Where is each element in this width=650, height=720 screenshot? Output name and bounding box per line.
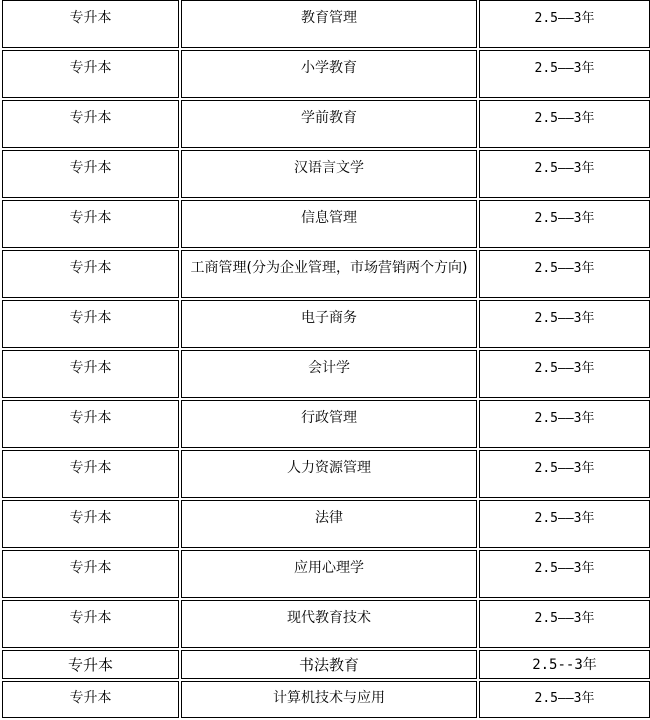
table-row (2, 0, 650, 48)
major-cell: 工商管理(分为企业管理，市场营销两个方向) (181, 250, 477, 298)
duration-cell: 2.5——3年 (479, 450, 650, 498)
duration-cell: 2.5——3年 (479, 681, 650, 718)
table-row (2, 250, 650, 298)
major-cell: 小学教育 (181, 50, 477, 98)
major-cell: 应用心理学 (181, 550, 477, 598)
level-cell: 专升本 (2, 100, 179, 148)
level-cell: 专升本 (2, 300, 179, 348)
level-cell: 专升本 (2, 500, 179, 548)
major-cell: 人力资源管理 (181, 450, 477, 498)
table-row (2, 550, 650, 598)
table-row (2, 600, 650, 648)
major-cell: 信息管理 (181, 200, 477, 248)
table-row (2, 200, 650, 248)
level-cell: 专升本 (2, 0, 179, 48)
major-cell: 教育管理 (181, 0, 477, 48)
level-cell: 专升本 (2, 200, 179, 248)
duration-cell: 2.5——3年 (479, 300, 650, 348)
major-cell: 计算机技术与应用 (181, 681, 477, 718)
duration-cell: 2.5——3年 (479, 50, 650, 98)
table-row (2, 100, 650, 148)
table-row (2, 150, 650, 198)
level-cell: 专升本 (2, 400, 179, 448)
level-cell: 专升本 (2, 550, 179, 598)
major-cell: 电子商务 (181, 300, 477, 348)
table-row (2, 500, 650, 548)
table-row (2, 50, 650, 98)
level-cell: 专升本 (2, 250, 179, 298)
level-cell: 专升本 (2, 681, 179, 718)
duration-cell: 2.5——3年 (479, 600, 650, 648)
level-cell: 专升本 (2, 600, 179, 648)
duration-cell: 2.5——3年 (479, 400, 650, 448)
duration-cell: 2.5——3年 (479, 200, 650, 248)
duration-cell: 2.5--3年 (479, 650, 650, 679)
level-cell: 专升本 (2, 350, 179, 398)
major-cell: 汉语言文学 (181, 150, 477, 198)
table-row (2, 400, 650, 448)
major-cell: 行政管理 (181, 400, 477, 448)
major-cell: 会计学 (181, 350, 477, 398)
duration-cell: 2.5——3年 (479, 150, 650, 198)
duration-cell: 2.5——3年 (479, 0, 650, 48)
level-cell: 专升本 (2, 50, 179, 98)
major-cell: 学前教育 (181, 100, 477, 148)
table-row (2, 650, 650, 679)
major-cell: 现代教育技术 (181, 600, 477, 648)
duration-cell: 2.5——3年 (479, 100, 650, 148)
duration-cell: 2.5——3年 (479, 250, 650, 298)
duration-cell: 2.5——3年 (479, 550, 650, 598)
major-cell: 法律 (181, 500, 477, 548)
major-cell: 书法教育 (181, 650, 477, 679)
level-cell: 专升本 (2, 450, 179, 498)
duration-cell: 2.5——3年 (479, 350, 650, 398)
table-row (2, 350, 650, 398)
duration-cell: 2.5——3年 (479, 500, 650, 548)
table-row (2, 300, 650, 348)
level-cell: 专升本 (2, 650, 179, 679)
table-row (2, 681, 650, 718)
level-cell: 专升本 (2, 150, 179, 198)
table-row (2, 450, 650, 498)
